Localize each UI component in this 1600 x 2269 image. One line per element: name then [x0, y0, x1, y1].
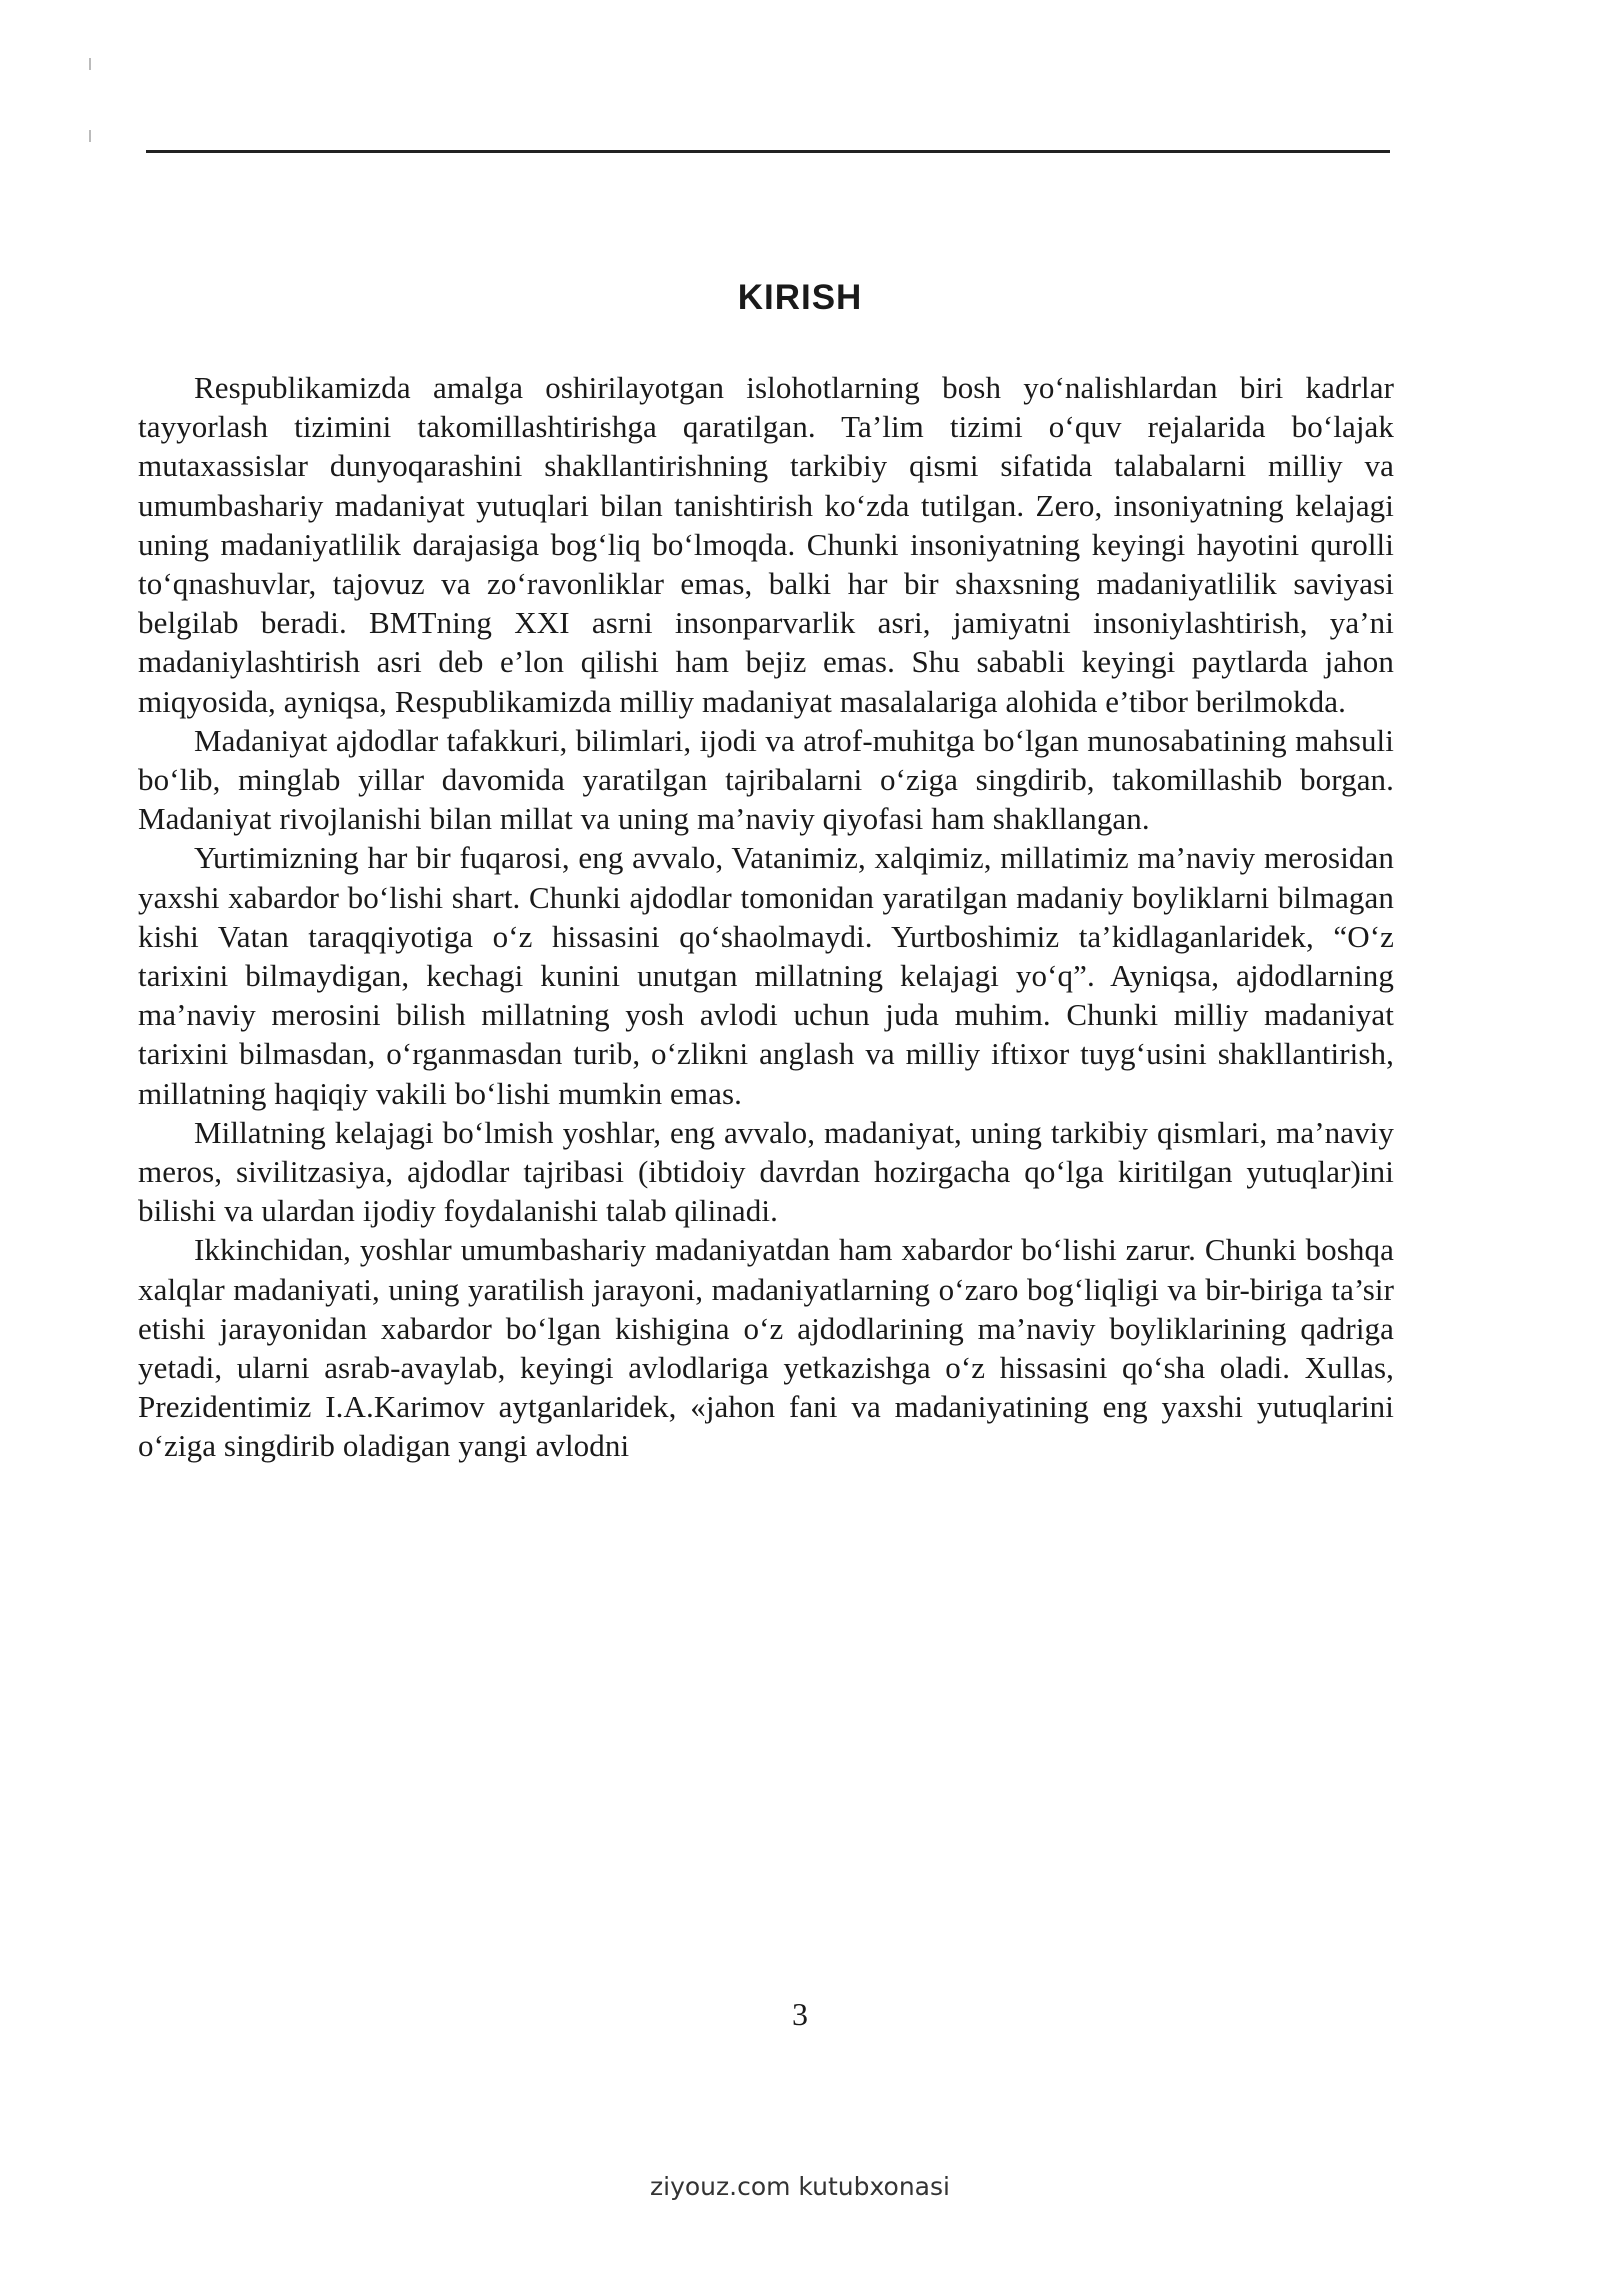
scan-artifact-mark	[89, 130, 91, 142]
paragraph: Respublikamizda amalga oshirilayotgan islohotlarning bosh yo‘nalishlardan biri kadrlar tayyorlash tizimini takomillashtirishga qaratilgan. Ta’lim tizimi o‘quv rejalarida bo‘lajak mutaxassislar dunyoqarashini shakllantirishning tarkibiy qismi sifatida talabalarni milliy va umumbashariy madaniyat yutuqlari bilan tanishtirish ko‘zda tutilgan. Zero, insoniyatning kelajagi uning madaniyatlilik darajasiga bog‘liq bo‘lmoqda. Chunki insoniyatning keyingi hayotini qurolli to‘qnashuvlar, tajovuz va zo‘ravonliklar emas, balki har bir shaxsning madaniyatlilik saviyasi belgilab beradi. BMTning XXI asrni insonparvarlik asri, jamiyatni insoniylashtirish, ya’ni madaniylashtirish asri deb e’lon qilishi ham bejiz emas. Shu sababli keyingi paytlarda jahon miqyosida, ayniqsa, Respublikamizda milliy madaniyat masalalariga alohida e’tibor berilmokda.	[138, 370, 1394, 719]
chapter-heading: KIRISH	[737, 278, 863, 317]
paragraph: Millatning kelajagi bo‘lmish yoshlar, eng avvalo, madaniyat, uning tarkibiy qismlari, ma’naviy meros, sivilitzasiya, ajdodlar tajribasi (ibtidoiy davrdan hozirgacha qo‘lga kiritilgan yutuqlar)ini bilishi va ulardan ijodiy foydalanishi talab qilinadi.	[138, 1114, 1394, 1229]
scan-artifact-mark	[89, 58, 91, 70]
paragraph: Yurtimizning har bir fuqarosi, eng avvalo, Vatanimiz, xalqimiz, millatimiz ma’naviy merosidan yaxshi xabardor bo‘lishi shart. Chunki ajdodlar tomonidan yaratilgan madaniy boyliklarni bilmagan kishi Vatan taraqqiyotiga o‘z hissasini qo‘shaolmaydi. Yurtboshimiz ta’kidlaganlaridek, “O‘z tarixini bilmaydigan, kechagi kunini unutgan millatning kelajagi yo‘q”. Ayniqsa, ajdodlarning ma’naviy merosini bilish millatning yosh avlodi uchun juda muhim. Chunki milliy madaniyat tarixini bilmasdan, o‘rganmasdan turib, o‘zlikni anglash va milliy iftixor tuyg‘usini shakllantirish, millatning haqiqiy vakili bo‘lishi mumkin emas.	[138, 840, 1394, 1111]
paragraph: Ikkinchidan, yoshlar umumbashariy madaniyatdan ham xabardor bo‘lishi zarur. Chunki boshqa xalqlar madaniyati, uning yaratilish jarayoni, madaniyatlarning o‘zaro bog‘liqligi va bir-biriga ta’sir etishi jarayonidan xabardor bo‘lgan kishigina o‘z ajdodlarining ma’naviy boyliklarining qadriga yetadi, ularni asrab-avaylab, keyingi avlodlariga yetkazishga o‘z hissasini qo‘sha oladi. Xullas, Prezidentimiz I.A.Karimov aytganlaridek, «jahon fani va madaniyatining eng yaxshi yutuqlarini o‘ziga singdirib oladigan yangi avlodni	[138, 1232, 1394, 1464]
footer-source-credit: ziyouz.com kutubxonasi	[650, 2172, 950, 2201]
header-rule	[146, 150, 1390, 153]
body-text	[138, 368, 1394, 1466]
page-number: 3	[792, 1996, 808, 2032]
paragraph: Madaniyat ajdodlar tafakkuri, bilimlari, ijodi va atrof-muhitga bo‘lgan munosabatining mahsuli bo‘lib, minglab yillar davomida yaratilgan tajribalarni o‘ziga singdirib, takomillashib borgan. Madaniyat rivojlanishi bilan millat va uning ma’naviy qiyofasi ham shakllangan.	[138, 722, 1394, 837]
